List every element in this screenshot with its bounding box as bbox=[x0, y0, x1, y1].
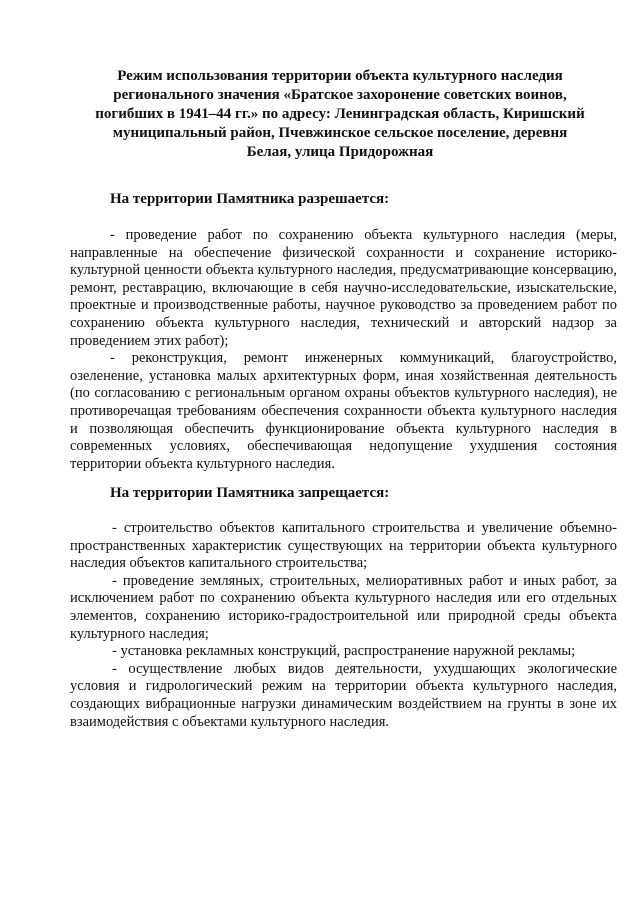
forbidden-section bbox=[70, 520, 617, 731]
forbidden-item: - установка рекламных конструкций, распространение наружной рекламы; bbox=[112, 643, 576, 660]
forbidden-item: - осуществление любых видов деятельности, ухудшающих экологические условия и гидрологический режим на территории объекта культурного наследия, создающих вибрационные нагрузки динамическим воздействием на грунты в зоне их взаимодействия с объектами культурного наследия. bbox=[70, 660, 617, 730]
forbidden-item: - проведение земляных, строительных, мелиоративных работ и иных работ, за исключением работ по сохранению объекта культурного наследия или его отдельных элементов, сохранению историко-градостроительной или природной среды объекта культурного наследия; bbox=[70, 572, 617, 642]
allowed-section bbox=[70, 227, 617, 473]
forbidden-heading: На территории Памятника запрещается: bbox=[110, 485, 390, 501]
allowed-item: - проведение работ по сохранению объекта культурного наследия (меры, направленные на обеспечение физической сохранности и сохранение историко-культурной ценности объекта культурного наследия, предусматривающие консервацию, ремонт, реставрацию, включающие в себя научно-исследовательские, изыскательские, проектные и производственные работы, научное руководство за проведением работ по сохранению объекта культурного наследия, технический и авторский надзор за проведением этих работ); bbox=[70, 227, 617, 349]
allowed-item: - реконструкция, ремонт инженерных коммуникаций, благоустройство, озеленение, установка малых архитектурных форм, иная хозяйственная деятельность (по согласованию с региональным органом охраны объектов культурного наследия), не противоречащая требованиям обеспечения сохранности объекта культурного наследия и позволяющая обеспечить функционирование объекта культурного наследия в современных условиях, обеспечивающая недопущение ухудшения состояния территории объекта культурного наследия. bbox=[70, 350, 617, 472]
document-title: Режим использования территории объекта культурного наследия регионального значения «Братское захоронение советских воинов, погибших в 1941–44 гг.» по адресу: Ленинградская область, Киришский муниципальный район, Пчевжинское сельское поселение, деревня Белая, улица Придорожная bbox=[95, 68, 585, 160]
forbidden-item: - строительство объектов капитального строительства и увеличение объемно-пространственных характеристик существующих на территории объекта культурного наследия объектов капитального строительства; bbox=[70, 520, 617, 572]
allowed-heading: На территории Памятника разрешается: bbox=[110, 191, 390, 207]
